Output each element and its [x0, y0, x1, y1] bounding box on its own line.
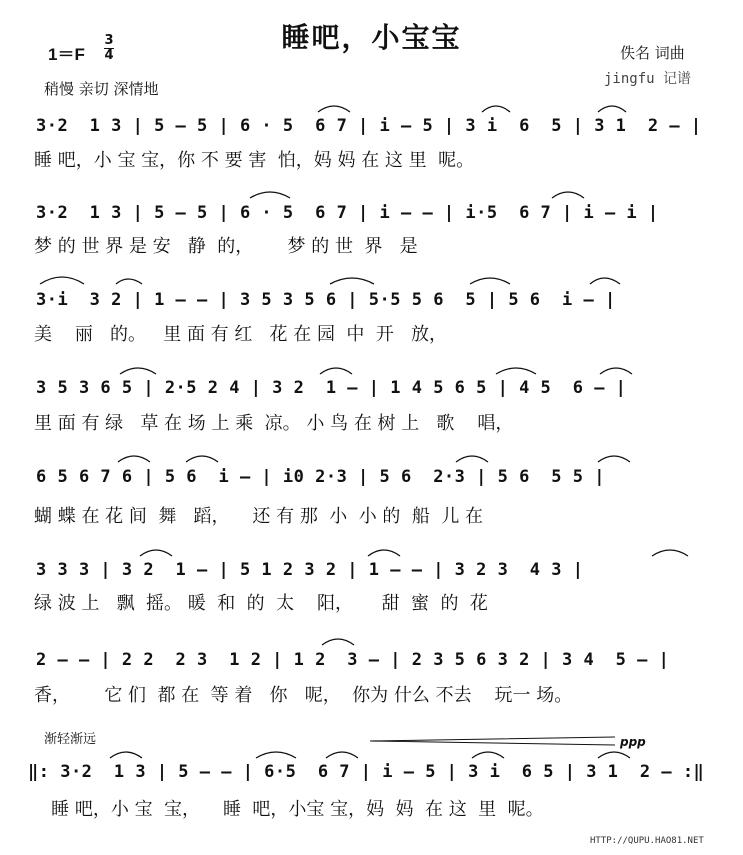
lyrics-line-4: 里 面 有 绿 草 在 场 上 乘 凉。 小 鸟 在 树 上 歌 唱，	[34, 413, 514, 434]
notes-line-6: 3 3 3 | 3 2 1 – | 5 1 2 3 2 | 1 – – | 3 2 3 4 3 |	[36, 560, 584, 580]
dynamic-ppp: ppp	[620, 735, 646, 749]
lyrics-line-1: 睡 吧，小 宝 宝，你 不 要 害 怕，妈 妈 在 这 里 呢。	[34, 150, 475, 171]
lyrics-line-7: 香， 它 们 都 在 等 着 你 呢， 你为 什么 不去 玩一 场。	[34, 685, 573, 706]
credit-transcriber: jingfu 记谱	[604, 71, 692, 87]
meter-bottom: 4	[104, 48, 114, 63]
lyrics-line-5: 蝴 蝶 在 花 间 舞 蹈， 还 有 那 小 小 的 船 儿 在	[34, 506, 484, 527]
notes-line-8: ‖: 3·2 1 3 | 5 – – | 6·5 6 7 | i – 5 | 3 i 6 5 | 3 1 2 – :‖	[28, 762, 705, 782]
expression-marking: 渐轻渐远	[44, 732, 97, 747]
key-signature: 1＝F	[48, 45, 85, 64]
lyrics-line-8: 睡 吧，小 宝 宝， 睡 吧，小宝 宝，妈 妈 在 这 里 呢。	[34, 799, 544, 820]
meter-top: 3	[104, 33, 114, 48]
lyrics-line-3: 美 丽 的。 里 面 有 红 花 在 园 中 开 放，	[34, 324, 448, 345]
credit-lyrics-music: 佚名 词曲	[620, 44, 685, 62]
notes-line-2: 3·2 1 3 | 5 – 5 | 6 · 5 6 7 | i – – | i·5 6 7 | i – i |	[36, 203, 659, 223]
source-footer: HTTP://QUPU.HAO81.NET	[590, 836, 704, 846]
lyrics-line-6: 绿 波 上 飘 摇。 暖 和 的 太 阳， 甜 蜜 的 花	[34, 593, 488, 614]
notes-line-4: 3 5 3 6 5 | 2·5 2 4 | 3 2 1 – | 1 4 5 6 5 | 4 5 6 – |	[36, 378, 627, 398]
notes-line-3: 3·i 3 2 | 1 – – | 3 5 3 5 6 | 5·5 5 6 5 | 5 6 i – |	[36, 290, 616, 310]
song-title: 睡吧，小宝宝	[281, 21, 462, 54]
tempo-marking: 稍慢 亲切 深情地	[44, 80, 159, 98]
notes-line-5: 6 5 6 7 6 | 5 6 i – | i0 2·3 | 5 6 2·3 | 5 6 5 5 |	[36, 467, 605, 487]
notes-line-7: 2 – – | 2 2 2 3 1 2 | 1 2 3 – | 2 3 5 6 3 2 | 3 4 5 – |	[36, 650, 670, 670]
notes-line-1: 3·2 1 3 | 5 – 5 | 6 · 5 6 7 | i – 5 | 3 i 6 5 | 3 1 2 – |	[36, 116, 702, 136]
lyrics-line-2: 梦 的 世 界 是 安 静 的， 梦 的 世 界 是	[34, 236, 418, 257]
